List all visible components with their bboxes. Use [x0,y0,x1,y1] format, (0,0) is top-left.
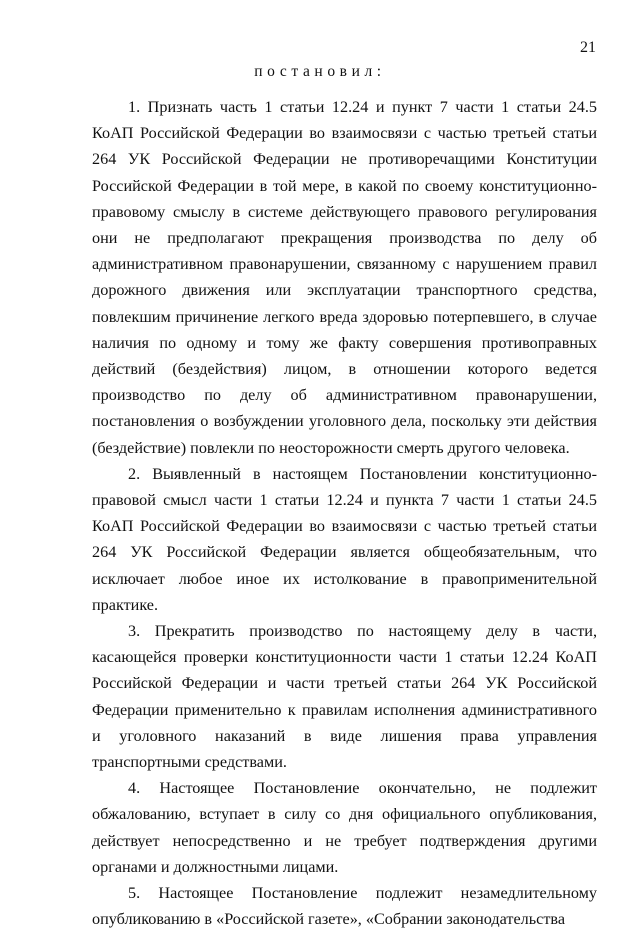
paragraph-1: 1. Признать часть 1 статьи 12.24 и пункт 7 части 1 статьи 24.5 КоАП Российской Федерации во взаимосвязи с частью третьей статьи 264 УК Российской Федерации не противоречащими Конституции Российской Федерации в той мере, в какой по своему конституционно-правовому смыслу в системе действующего правового регулирования они не предполагают прекращения производства по делу об административном правонарушении, связанному с нарушением правил дорожного движения или эксплуатации транспортного средства, повлекшим причинение легкого вреда здоровью потерпевшего, в случае наличия по одному и тому же факту совершения противоправных действий (бездействия) лицом, в отношении которого ведется производство по делу об административном правонарушении, постановления о возбуждении уголовного дела, поскольку эти действия (бездействие) повлекли по неосторожности смерть другого человека. [92,98,597,457]
paragraph-4: 4. Настоящее Постановление окончательно, не подлежит обжалованию, вступает в силу со дня официального опубликования, действует непосредственно и не требует подтверждения другими органами и должностными лицами. [92,779,597,876]
paragraph-3: 3. Прекратить производство по настоящему делу в части, касающейся проверки конституционности части 1 статьи 12.24 КоАП Российской Федерации и части третьей статьи 264 УК Российской Федерации применительно к правилам исполнения административного и уголовного наказаний в виде лишения права управления транспортными средствами. [92,622,597,772]
paragraph-2: 2. Выявленный в настоящем Постановлении конституционно-правовой смысл части 1 статьи 12.24 и пункта 7 части 1 статьи 24.5 КоАП Российской Федерации во взаимосвязи с частью третьей статьи 264 УК Российской Федерации является общеобязательным, что исключает любое иное их истолкование в правоприменительной практике. [92,464,597,614]
resolution-heading: постановил: [254,63,386,80]
document-body [92,94,597,933]
paragraph-5: 5. Настоящее Постановление подлежит незамедлительному опубликованию в «Российской газете», «Собрании законодательства [92,884,597,929]
page-number: 21 [580,39,596,56]
